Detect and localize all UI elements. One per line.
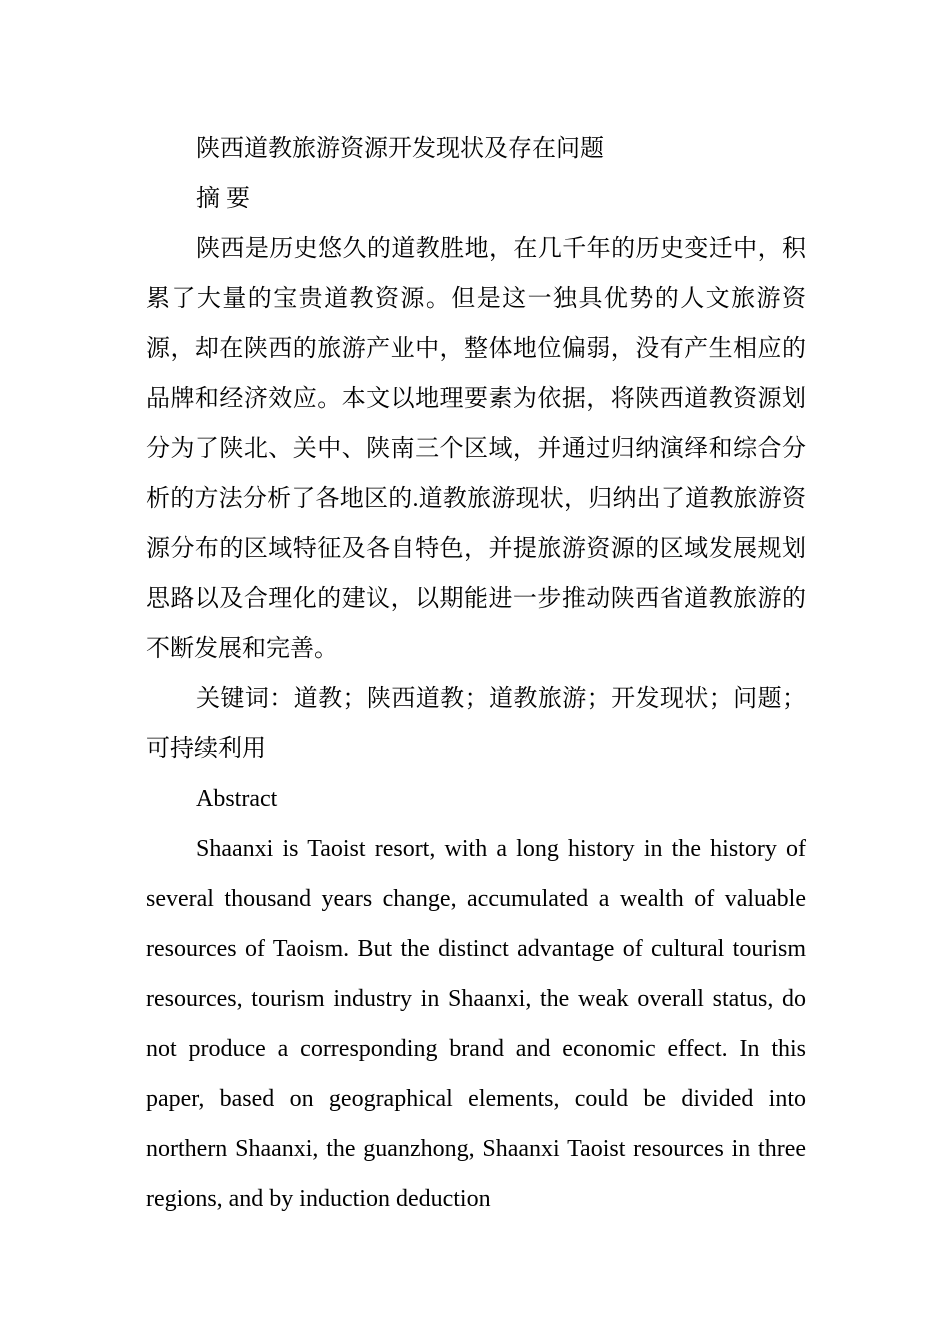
abstract-heading-zh: 摘 要 (196, 186, 250, 212)
abstract-paragraph-zh: 陕西是历史悠久的道教胜地，在几千年的历史变迁中，积累了大量的宝贵道教资源。但是这一独具优势的人文旅游资源，却在陕西的旅游产业中，整体地位偏弱，没有产生相应的品牌和经济效应。本文以地理要素为依据，将陕西道教资源划分为了陕北、关中、陕南三个区域，并通过归纳演绎和综合分析的方法分析了各地区的.道教旅游现状，归纳出了道教旅游资源分布的区域特征及各自特色，并提旅游资源的区域发展规划思路以及合理化的建议，以期能进一步推动陕西省道教旅游的不断发展和完善。 (146, 236, 806, 662)
keywords-zh: 关键词：道教；陕西道教；道教旅游；开发现状；问题；可持续利用 (146, 686, 806, 762)
document-body (146, 124, 806, 1224)
document-title: 陕西道教旅游资源开发现状及存在问题 (196, 136, 604, 162)
abstract-heading-en: Abstract (196, 786, 278, 812)
abstract-paragraph-en: Shaanxi is Taoist resort, with a long history in the history of several thousand years change, accumulated a wealth of valuable resources of Taoism. But the distinct advantage of cultural tourism resources, tourism industry in Shaanxi, the weak overall status, do not produce a corresponding brand and economic effect. In this paper, based on geographical elements, could be divided into northern Shaanxi, the guanzhong, Shaanxi Taoist resources in three regions, and by induction deduction (146, 836, 806, 1212)
